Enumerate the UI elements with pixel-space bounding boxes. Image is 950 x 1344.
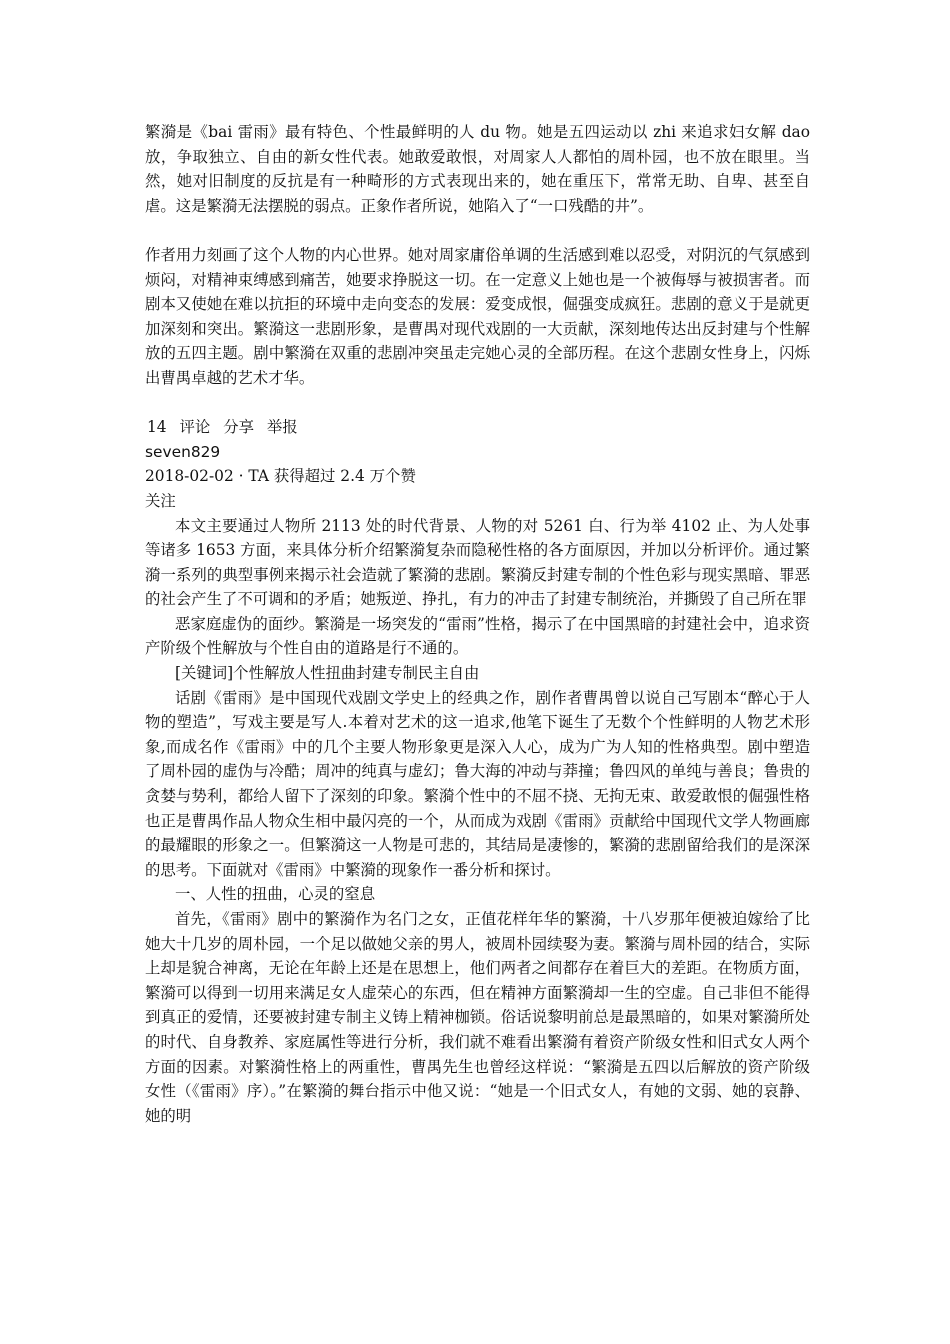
follow-link[interactable]: 关注 [145, 491, 176, 510]
answer1-paragraph-1: 繁漪是《bai 雷雨》最有特色、个性最鲜明的人 du 物。她是五四运动以 zhi 来追求妇女解 dao 放，争取独立、自由的新女性代表。她敢爱敢恨，对周家人人都怕的周朴园，也不放在眼里。当然，她对旧制度的反抗是有一种畸形的方式表现出来的，她在重压下，常常无助、自卑、甚至自虐。这是繁漪无法摆脱的弱点。正象作者所说，她陷入了“一口残酷的井”。 [145, 123, 810, 215]
keywords-line: [关键词]个性解放人性扭曲封建专制民主自由 [175, 664, 480, 683]
paragraph-gap [145, 218, 810, 243]
like-count[interactable]: 14 [147, 418, 167, 437]
answer2-paragraph-2: 恶家庭虚伪的面纱。繁漪是一场突发的“雷雨”性格，揭示了在中国黑暗的封建社会中，追求资产阶级个性解放与个性自由的道路是行不通的。 [145, 614, 810, 658]
answer-actions-bar [145, 415, 810, 440]
document-page [145, 120, 810, 1128]
share-link[interactable]: 分享 [223, 418, 254, 437]
answer2-paragraph-1: 本文主要通过人物所 2113 处的时代背景、人物的对 5261 白、行为举 4102 止、为人处事等诸多 1653 方面，来具体分析介绍繁漪复杂而隐秘性格的各方面原因，并加以分析评价。通过繁漪一系列的典型事例来揭示社会造就了繁漪的悲剧。繁漪反封建专制的个性色彩与现实黑暗、罪恶的社会产生了不可调和的矛盾；她叛逆、挣扎，有力的冲击了封建专制统治，并撕毁了自己所在罪 [145, 516, 810, 609]
comment-link[interactable]: 评论 [179, 418, 211, 437]
answer1-paragraph-2: 作者用力刻画了这个人物的内心世界。她对周家庸俗单调的生活感到难以忍受，对阴沉的气氛感到烦闷，对精神束缚感到痛苦，她要求挣脱这一切。在一定意义上她也是一个被侮辱与被损害者。而剧本又使她在难以抗拒的环境中走向变态的发展：爱变成恨，倔强变成疯狂。悲剧的意义于是就更加深刻和突出。繁漪这一悲剧形象，是曹禺对现代戏剧的一大贡献，深刻地传达出反封建与个性解放的五四主题。剧中繁漪在双重的悲剧冲突虽走完她心灵的全部历程。在这个悲剧女性身上，闪烁出曹禺卓越的艺术才华。 [145, 245, 810, 387]
report-link[interactable]: 举报 [266, 418, 298, 437]
answer2-paragraph-4: 首先，《雷雨》剧中的繁漪作为名门之女，正值花样年华的繁漪，十八岁那年便被迫嫁给了比她大十几岁的周朴园，一个足以做她父亲的男人，被周朴园续娶为妻。繁漪与周朴园的结合，实际上却是貌合神离，无论在年龄上还是在思想上，他们两者之间都存在着巨大的差距。在物质方面，繁漪可以得到一切用来满足女人虚荣心的东西，但在精神方面繁漪却一生的空虚。自己非但不能得到真正的爱情，还要被封建专制主义铸上精神枷锁。俗话说黎明前总是最黑暗的，如果对繁漪所处的时代、自身教养、家庭属性等进行分析，我们就不难看出繁漪有着资产阶级女性和旧式女人两个方面的因素。对繁漪性格上的两重性，曹禺先生也曾经这样说：“繁漪是五四以后解放的资产阶级女性（《雷雨》序）。”在繁漪的舞台指示中他又说：“她是一个旧式女人，有她的文弱、她的哀静、她的明 [145, 910, 810, 1125]
answer-meta: 2018-02-02 · TA 获得超过 2.4 万个赞 [145, 467, 416, 486]
section-heading: 一、人性的扭曲，心灵的窒息 [175, 885, 376, 904]
answer-username[interactable]: seven829 [145, 442, 221, 461]
answer2-paragraph-3: 话剧《雷雨》是中国现代戏剧文学史上的经典之作，剧作者曹禺曾以说自己写剧本“醉心于人物的塑造”，写戏主要是写人.本着对艺术的这一追求,他笔下诞生了无数个个性鲜明的人物艺术形象,而成名作《雷雨》中的几个主要人物形象更是深入人心，成为广为人知的性格典型。剧中塑造了周朴园的虚伪与冷酷；周冲的纯真与虚幻；鲁大海的冲动与莽撞；鲁四风的单纯与善良；鲁贵的贪婪与势利，都给人留下了深刻的印象。繁漪个性中的不屈不挠、无拘无束、敢爱敢恨的倔强性格也正是曹禺作品人物众生相中最闪亮的一个，从而成为戏剧《雷雨》贡献给中国现代文学人物画廊的最耀眼的形象之一。但繁漪这一人物是可悲的，其结局是凄惨的，繁漪的悲剧留给我们的是深深的思考。下面就对《雷雨》中繁漪的现象作一番分析和探讨。 [145, 688, 810, 879]
paragraph-gap [145, 391, 810, 416]
